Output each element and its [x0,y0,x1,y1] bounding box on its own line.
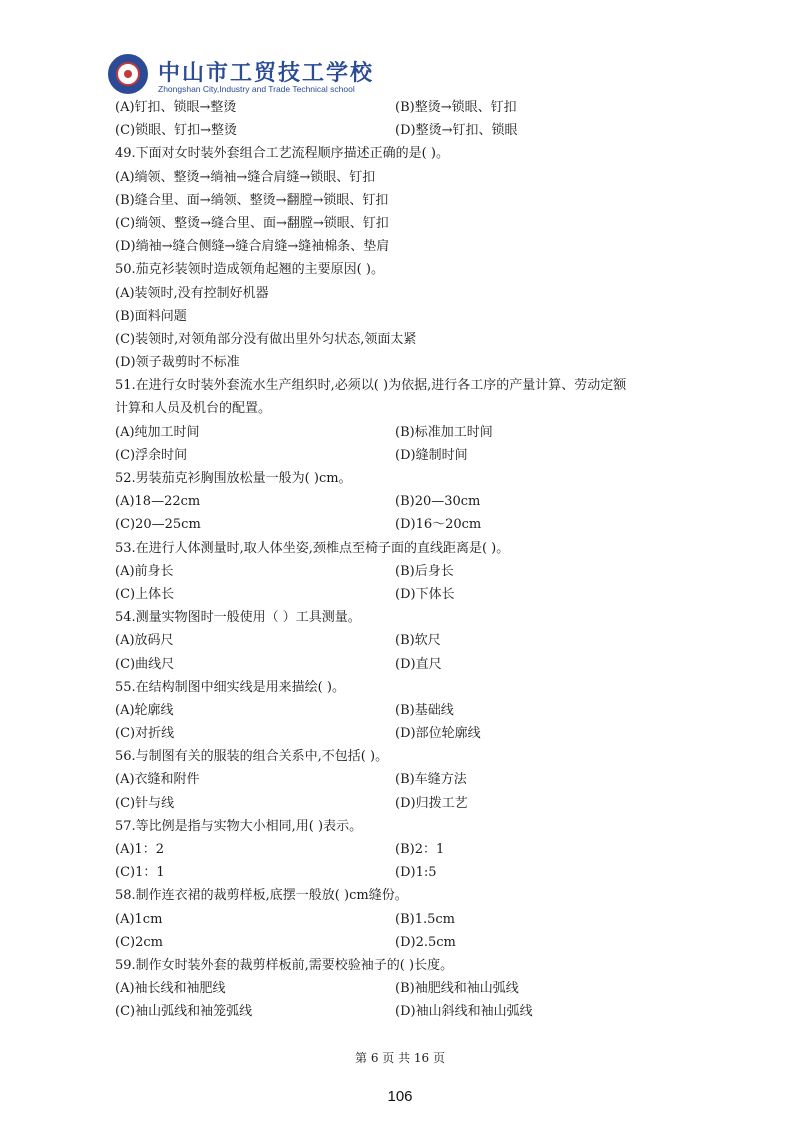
page-number: 106 [387,1088,413,1105]
option-left: (A)衣缝和附件 [115,772,200,788]
option-row [115,583,705,606]
option-left: (C)袖山弧线和袖笼弧线 [115,1004,253,1020]
option-left: (C)对折线 [115,726,175,742]
option-right: (D)归拨工艺 [395,795,468,811]
option-left: (C)1：1 [115,865,165,881]
option-left: (A)1：2 [115,842,165,857]
option-left: (A)前身长 [115,563,174,579]
option-row [115,490,705,513]
school-name-en: Zhongshan City,Industry and Trade Technical school [158,84,355,94]
option-left: (C)锁眼、钉扣→整烫 [115,123,237,139]
option-right: (B)1.5cm [395,911,455,927]
option-left: (A)轮廓线 [115,702,174,718]
option-row [115,119,705,142]
option-left: (C)曲线尺 [115,656,175,672]
option-right: (B)标准加工时间 [395,424,493,440]
text-line: (A)装领时,没有控制好机器 [115,285,269,301]
question-text: 52.男装茄克衫胸围放松量一般为( )cm。 [115,471,352,486]
question-text: 56.与制图有关的服装的组合关系中,不包括( )。 [115,749,389,765]
option-right: (B)基础线 [395,702,454,718]
question-text: 49.下面对女时装外套组合工艺流程顺序描述正确的是( )。 [115,146,449,162]
option-right: (D)部位轮廓线 [395,726,481,742]
question-text: 53.在进行人体测量时,取人体坐姿,颈椎点至椅子面的直线距离是( )。 [115,540,510,556]
question-text: 51.在进行女时装外套流水生产组织时,必须以( )为依据,进行各工序的产量计算、劳动定额 [115,378,627,394]
option-right: (B)软尺 [395,633,441,649]
option-row [115,560,705,583]
text-line: (C)装领时,对领角部分没有做出里外匀状态,领面太紧 [115,331,417,347]
option-row [115,421,705,444]
option-row [115,908,705,931]
option-right: (D)1:5 [395,865,437,881]
text-line: (B)面料问题 [115,308,187,324]
option-row [115,513,705,536]
text-line: (B)缝合里、面→绱领、整烫→翻膛→锁眼、钉扣 [115,192,389,208]
text-line: (A)绱领、整烫→绱袖→缝合肩缝→锁眼、钉扣 [115,169,376,185]
option-right: (D)袖山斜线和袖山弧线 [395,1004,533,1020]
option-row [115,722,705,745]
option-left: (C)2cm [115,934,163,950]
option-row [115,838,705,861]
question-text: 55.在结构制图中细实线是用来描绘( )。 [115,679,345,695]
option-right: (B)整烫→锁眼、钉扣 [395,100,517,115]
text-line: (D)领子裁剪时不标准 [115,355,240,371]
option-right: (D)直尺 [395,656,442,672]
option-left: (C)针与线 [115,795,175,811]
option-right: (B)20—30cm [395,494,481,510]
option-right: (B)袖肥线和袖山弧线 [395,981,519,997]
question-text: 57.等比例是指与实物大小相同,用( )表示。 [115,818,363,834]
option-row [115,629,705,652]
option-right: (D)下体长 [395,586,455,602]
school-name-cn: 中山市工贸技工学校 [158,61,375,86]
option-row [115,96,705,119]
option-right: (B)后身长 [395,563,454,579]
option-row [115,768,705,791]
school-header [108,52,408,98]
option-right: (B)2：1 [395,842,445,857]
option-left: (A)纯加工时间 [115,424,200,440]
option-row [115,1000,705,1023]
question-text: 58.制作连衣裙的裁剪样板,底摆一般放( )cm缝份。 [115,888,408,904]
option-row [115,931,705,954]
option-right: (D)缝制时间 [395,447,468,463]
option-left: (C)浮余时间 [115,447,188,463]
exam-content [115,96,705,1024]
option-row [115,653,705,676]
option-row [115,444,705,467]
question-text: 59.制作女时装外套的裁剪样板前,需要校验袖子的( )长度。 [115,957,454,973]
option-right: (D)2.5cm [395,934,456,950]
option-row [115,977,705,1000]
option-right: (B)车缝方法 [395,772,467,788]
option-left: (A)袖长线和袖肥线 [115,981,226,997]
option-row [115,861,705,884]
option-left: (C)20—25cm [115,517,201,533]
question-text: 50.茄克衫装领时造成领角起翘的主要原因( )。 [115,262,384,278]
option-left: (A)钉扣、锁眼→整烫 [115,100,237,115]
text-line: 计算和人员及机台的配置。 [115,401,272,417]
option-left: (A)1cm [115,911,163,927]
option-left: (A)放码尺 [115,633,174,649]
option-left: (A)18—22cm [115,494,201,510]
option-row [115,792,705,815]
page-label: 第 6 页 共 16 页 [355,1051,445,1065]
question-text: 54.测量实物图时一般使用（ ）工具测量。 [115,610,361,626]
option-row [115,699,705,722]
option-left: (C)上体长 [115,586,175,602]
option-right: (D)16～20cm [395,517,482,533]
text-line: (D)绱袖→缝合侧缝→缝合肩缝→缝袖棉条、垫肩 [115,239,390,255]
text-line: (C)绱领、整烫→缝合里、面→翻膛→锁眼、钉扣 [115,215,389,231]
school-emblem-icon [108,54,148,94]
option-right: (D)整烫→钉扣、锁眼 [395,123,518,139]
